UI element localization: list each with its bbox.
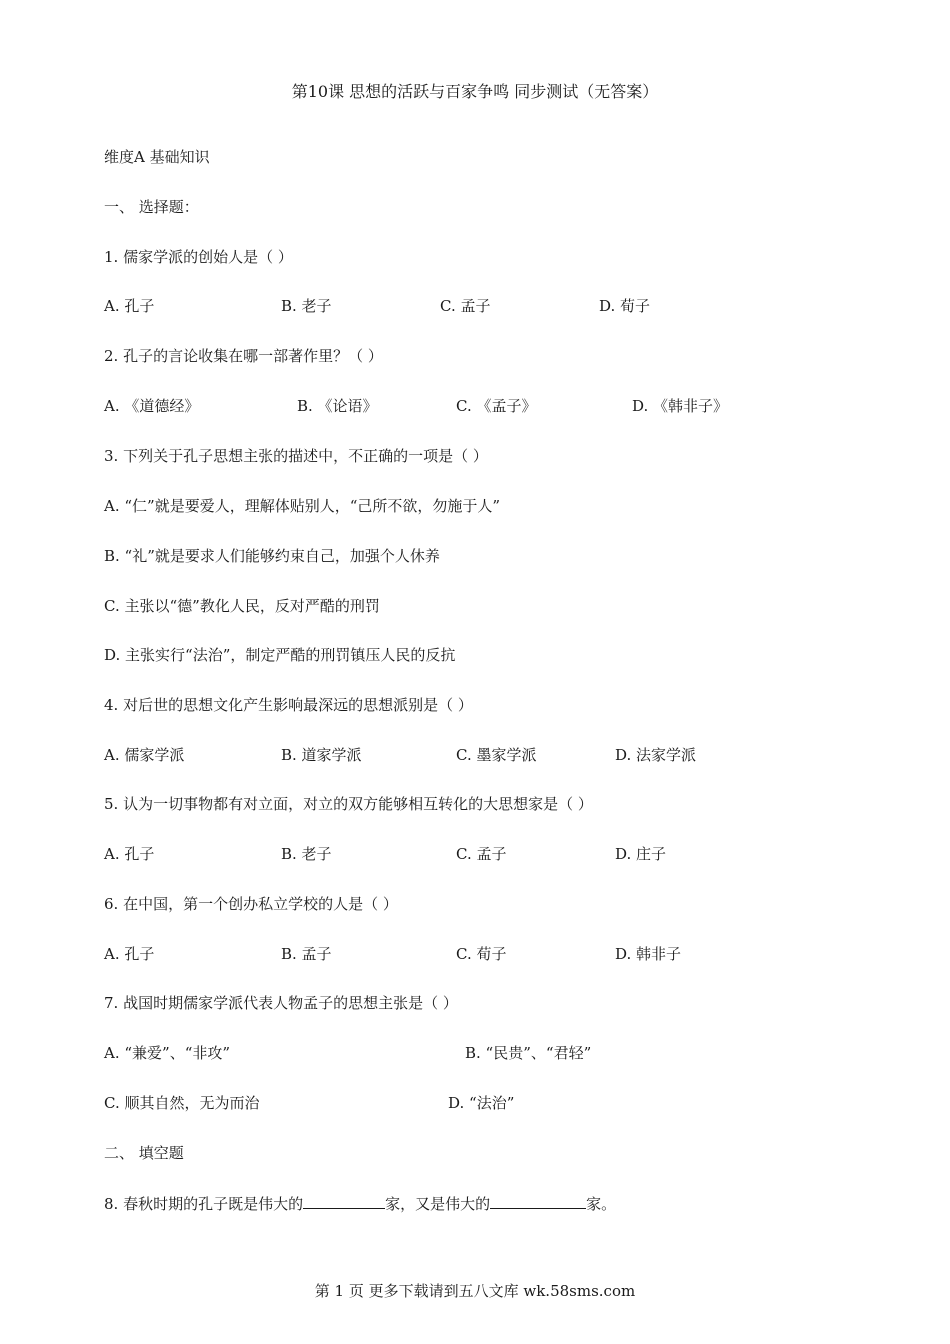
question-stem: 5. 认为一切事物都有对立面，对立的双方能够相互转化的大思想家是（ ） [104,795,593,813]
answer-blank [303,1193,385,1209]
option-a: A. 儒家学派 [104,746,185,764]
question-stem: 6. 在中国，第一个创办私立学校的人是（ ） [104,895,398,913]
option-c: C. 孟子 [440,297,491,315]
option-b: B. 《论语》 [297,397,378,415]
option-c: C. 孟子 [456,845,507,863]
option-a: A. 《道德经》 [104,397,200,415]
option-a: A. 孔子 [104,845,155,863]
option-b: B. 老子 [281,845,332,863]
question-stem: 2. 孔子的言论收集在哪一部著作里？（ ） [104,347,383,365]
question-text: 家。 [586,1195,617,1213]
page-footer: 第 1 页 更多下载请到五八文库 wk.58sms.com [314,1282,636,1300]
option-b: B. 孟子 [281,945,332,963]
option-c: C. 《孟子》 [456,397,537,415]
section-heading: 维度A 基础知识 [104,148,210,166]
fill-question [104,1193,616,1214]
option-c: C. 墨家学派 [456,746,537,764]
question-stem: 3. 下列关于孔子思想主张的描述中，不正确的一项是（ ） [104,447,488,465]
option-c: C. 顺其自然，无为而治 [104,1094,260,1112]
option-d: D. 韩非子 [615,945,682,963]
option-c: C. 主张以“德”教化人民，反对严酷的刑罚 [104,597,380,615]
option-d: D. 主张实行“法治”，制定严酷的刑罚镇压人民的反抗 [104,646,456,664]
option-a: A. “兼爱”、“非攻” [104,1044,231,1062]
option-d: D. 法家学派 [615,746,697,764]
option-a: A. 孔子 [104,297,155,315]
option-c: C. 荀子 [456,945,507,963]
part-heading-choice: 一、 选择题： [104,198,199,216]
question-stem: 7. 战国时期儒家学派代表人物孟子的思想主张是（ ） [104,994,458,1012]
option-a: A. 孔子 [104,945,155,963]
part-heading-fill: 二、 填空题 [104,1144,184,1162]
option-d: D. 庄子 [615,845,667,863]
question-stem: 4. 对后世的思想文化产生影响最深远的思想派别是（ ） [104,696,473,714]
question-stem: 1. 儒家学派的创始人是（ ） [104,248,293,266]
option-d: D. 荀子 [599,297,651,315]
answer-blank [490,1193,586,1209]
option-d: D. “法治” [448,1094,515,1112]
option-b: B. “民贵”、“君轻” [465,1044,592,1062]
option-b: B. 道家学派 [281,746,362,764]
document-title: 第10课 思想的活跃与百家争鸣 同步测试（无答案） [291,82,659,101]
option-d: D. 《韩非子》 [632,397,729,415]
option-b: B. 老子 [281,297,332,315]
question-text: 8. 春秋时期的孔子既是伟大的 [104,1195,304,1213]
option-a: A. “仁”就是要爱人，理解体贴别人，“己所不欲，勿施于人” [104,497,501,515]
question-text: 家，又是伟大的 [385,1195,491,1213]
option-b: B. “礼”就是要求人们能够约束自己，加强个人休养 [104,547,440,565]
